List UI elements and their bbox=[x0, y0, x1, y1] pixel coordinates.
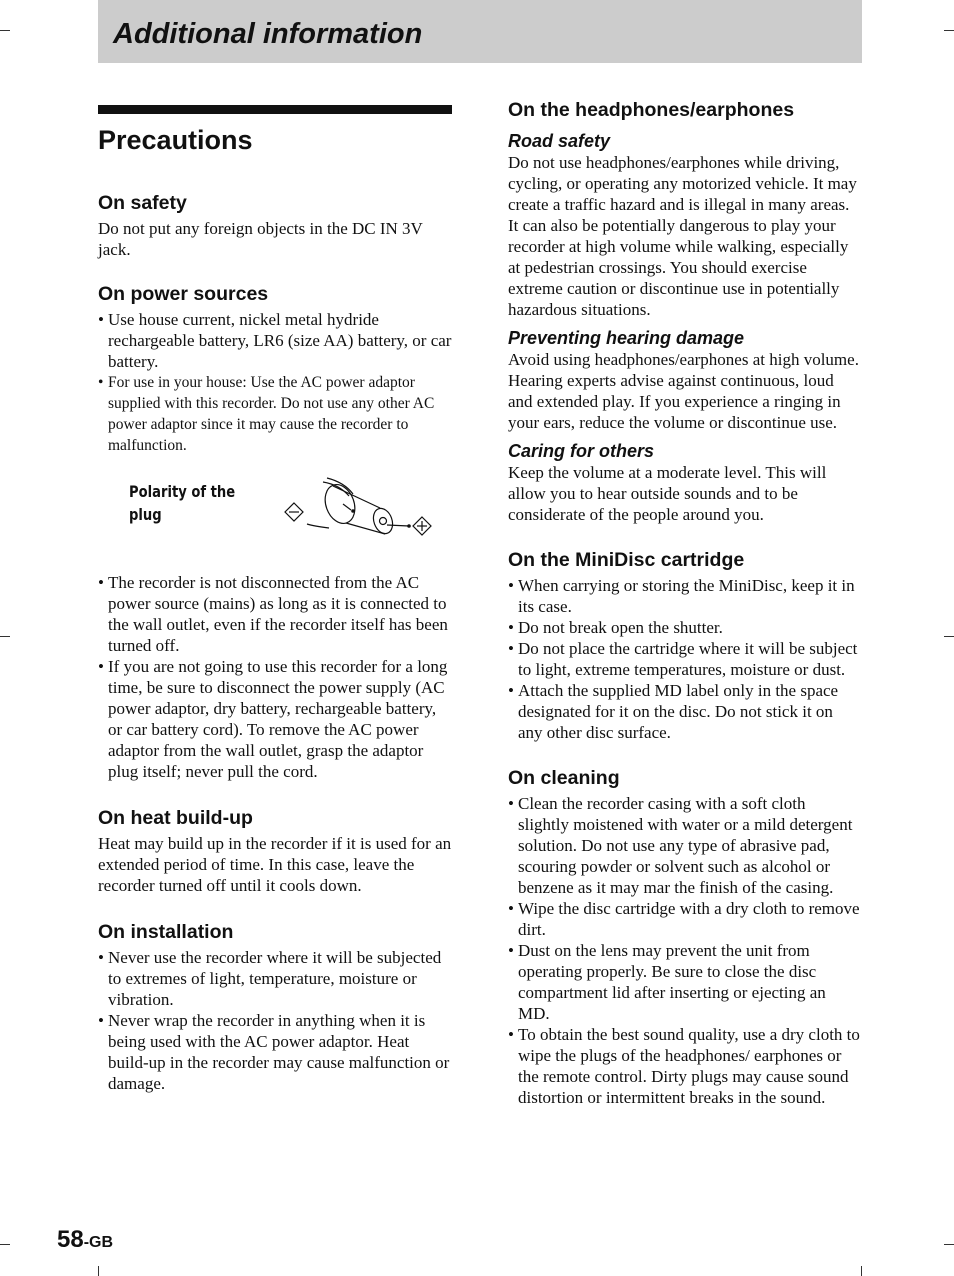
list-item: • Use house current, nickel metal hydride rechargeable battery, LR6 (size AA) battery, or car battery. bbox=[98, 309, 454, 372]
crop-mark bbox=[0, 30, 10, 31]
heading-power-sources: On power sources bbox=[98, 283, 269, 305]
heading-installation: On installation bbox=[98, 921, 234, 943]
list-cleaning bbox=[508, 793, 860, 1108]
list-item: • Wipe the disc cartridge with a dry cloth to remove dirt. bbox=[508, 898, 860, 940]
list-item: • If you are not going to use this recorder for a long time, be sure to disconnect the power supply (AC power adaptor, dry battery, rechargeable battery, or car battery cord). To remove the AC power adaptor from the wall outlet, grasp the adaptor plug itself; never pull the cord. bbox=[98, 656, 454, 782]
section-title: Additional information bbox=[113, 18, 423, 50]
heading-minidisc: On the MiniDisc cartridge bbox=[508, 549, 745, 571]
list-item: • Clean the recorder casing with a soft cloth slightly moistened with water or a mild detergent solution. Do not use any type of abrasive pad, scouring powder or solvent such as alcohol or benzene as it may mar the finish of the casing. bbox=[508, 793, 860, 898]
list-item: • Never use the recorder where it will be subjected to extremes of light, temperature, moisture or vibration. bbox=[98, 947, 454, 1010]
list-minidisc bbox=[508, 575, 860, 743]
crop-mark bbox=[861, 1266, 862, 1276]
figure-label: Polarity of the plug bbox=[129, 482, 236, 524]
heading-headphones: On the headphones/earphones bbox=[508, 99, 795, 121]
list-item: • For use in your house: Use the AC power adaptor supplied with this recorder. Do not use any other AC power adaptor since it may cause the recorder to malfunction. bbox=[98, 372, 454, 456]
list-power-sources bbox=[98, 309, 454, 456]
list-item: • To obtain the best sound quality, use a dry cloth to wipe the plugs of the headphones/ earphones or the remote control. Dirty plugs may cause sound distortion or intermittent breaks in the sound. bbox=[508, 1024, 860, 1108]
paragraph-caring-for-others: Keep the volume at a moderate level. This will allow you to hear outside sounds and to be considerate of the people around you. bbox=[508, 463, 827, 524]
list-item: • Dust on the lens may prevent the unit from operating properly. Be sure to close the disc compartment lid after inserting or ejecting an MD. bbox=[508, 940, 860, 1024]
subheading-hearing-damage: Preventing hearing damage bbox=[508, 328, 745, 348]
list-item: • Do not place the cartridge where it will be subject to light, extreme temperatures, moisture or dust. bbox=[508, 638, 860, 680]
list-item: • Do not break open the shutter. bbox=[508, 617, 860, 638]
crop-mark bbox=[0, 636, 10, 637]
crop-mark bbox=[944, 1244, 954, 1245]
list-item: • Never wrap the recorder in anything when it is being used with the AC power adaptor. Heat build-up in the recorder may cause malfunction or damage. bbox=[98, 1010, 454, 1094]
paragraph-heat: Heat may build up in the recorder if it is used for an extended period of time. In this case, leave the recorder turned off until it cools down. bbox=[98, 834, 452, 895]
list-installation bbox=[98, 947, 454, 1094]
title-rule bbox=[98, 105, 452, 114]
crop-mark bbox=[98, 1266, 99, 1276]
list-item: • The recorder is not disconnected from the AC power source (mains) as long as it is connected to the wall outlet, even if the recorder itself has been turned off. bbox=[98, 572, 454, 656]
crop-mark bbox=[944, 30, 954, 31]
list-item: • Attach the supplied MD label only in the space designated for it on the disc. Do not stick it on any other disc surface. bbox=[508, 680, 860, 743]
list-item: • When carrying or storing the MiniDisc, keep it in its case. bbox=[508, 575, 860, 617]
crop-mark bbox=[0, 1244, 10, 1245]
page-title: Precautions bbox=[98, 125, 253, 155]
heading-on-safety: On safety bbox=[98, 192, 187, 214]
list-power-sources-continued bbox=[98, 572, 454, 782]
subheading-road-safety: Road safety bbox=[508, 131, 611, 151]
paragraph-road-safety: Do not use headphones/earphones while driving, cycling, or operating any motorized vehicle. It may create a traffic hazard and is illegal in many areas. It can also be potentially dangerous to play your recorder at high volume while walking, especially at pedestrian crossings. You should exercise extreme caution or discontinue use in potentially hazardous situations. bbox=[508, 153, 857, 319]
page-number: 58-GB bbox=[57, 1226, 114, 1253]
crop-mark bbox=[944, 636, 954, 637]
left-column bbox=[98, 105, 454, 1094]
paragraph-hearing-damage: Avoid using headphones/earphones at high volume. Hearing experts advise against continuous, loud and extended play. If you experience a ringing in your ears, reduce the volume or discontinue use. bbox=[508, 350, 859, 432]
heading-heat-build-up: On heat build-up bbox=[98, 807, 253, 829]
heading-cleaning: On cleaning bbox=[508, 767, 620, 789]
right-column bbox=[508, 98, 860, 1108]
plug-polarity-figure bbox=[98, 456, 454, 572]
plug-polarity-icon bbox=[283, 476, 453, 548]
subheading-caring-for-others: Caring for others bbox=[508, 441, 655, 461]
paragraph-safety: Do not put any foreign objects in the DC IN 3V jack. bbox=[98, 219, 423, 259]
